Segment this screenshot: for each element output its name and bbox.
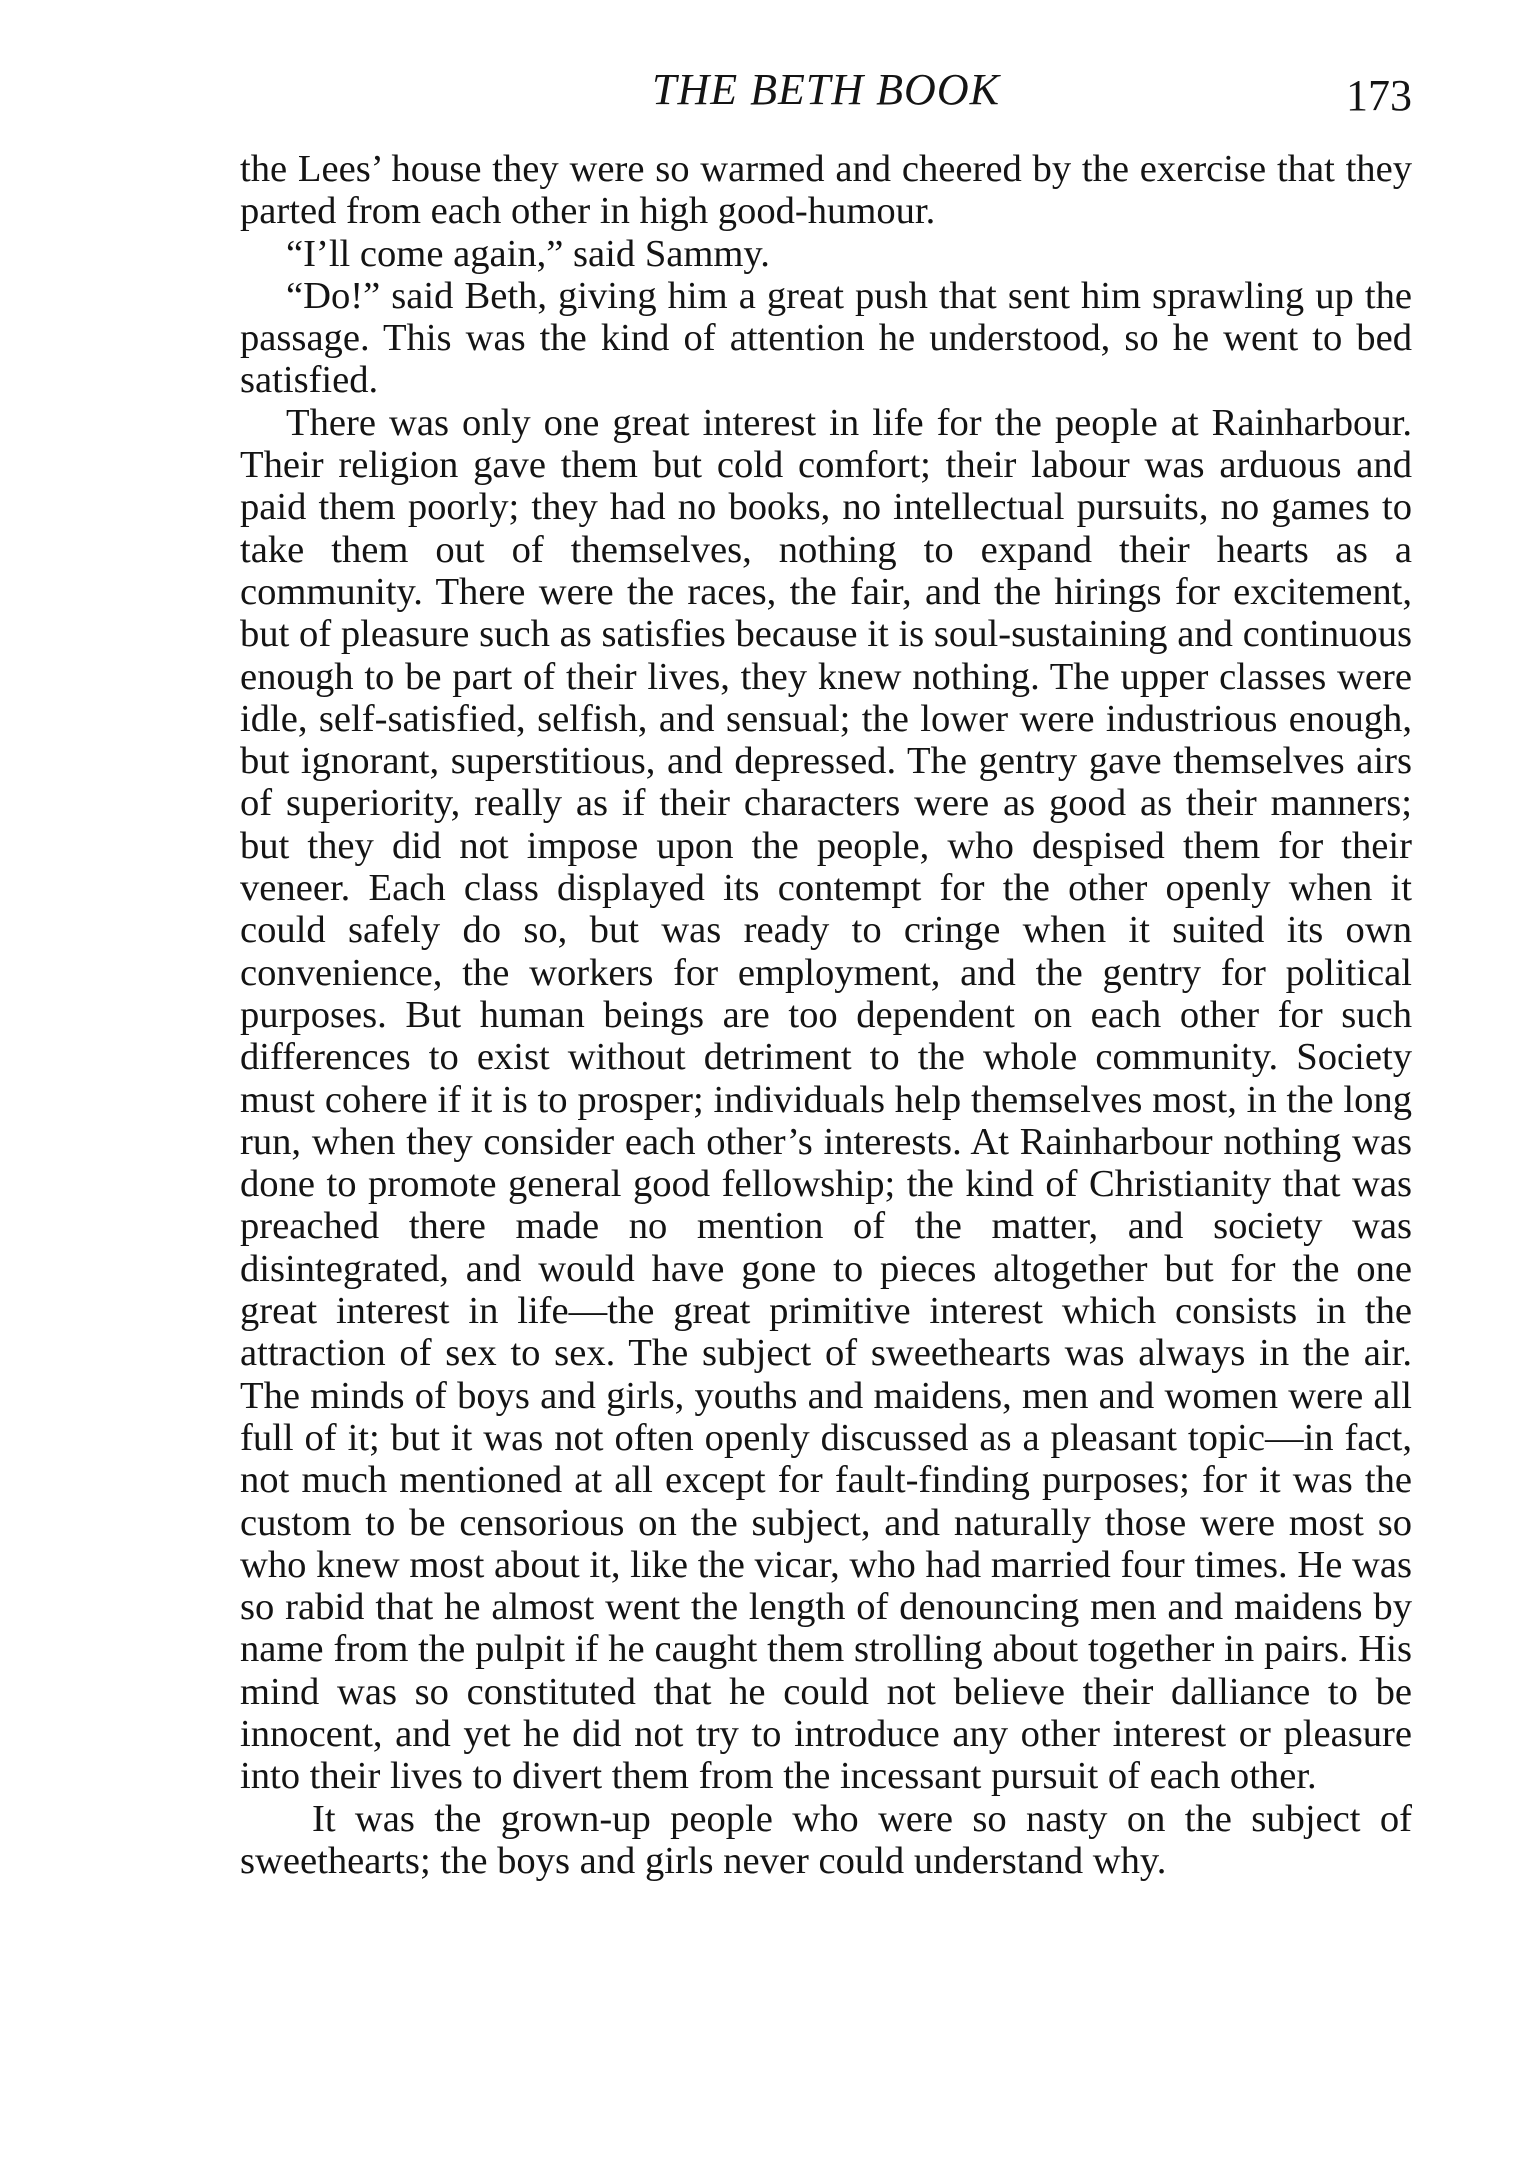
paragraph-sweethearts: It was the grown-up people who were so nasty on the subject of sweethearts; the boys and girls never could understand why. — [240, 1797, 1412, 1882]
page-number: 173 — [1346, 71, 1412, 120]
paragraph-rainharbour: There was only one great interest in life for the people at Rainharbour. Their religion gave them but cold comfort; their labour was arduous and paid them poorly; they had no books, no intellectual pursuits, no games to take them out of themselves, nothing to expand their hearts as a community. There were the races, the fair, and the hirings for excitement, but of pleasure such as satisfies because it is soul-sustaining and continuous enough to be part of their lives, they knew nothing. The upper classes were idle, self-satisfied, selfish, and sensual; the lower were industrious enough, but ignorant, superstitious, and depressed. The gentry gave themselves airs of superiority, really as if their characters were as good as their manners; but they did not impose upon the people, who despised them for their veneer. Each class displayed its contempt for the other openly when it could safely do so, but was ready to cringe when it suited its own convenience, the workers for employment, and the gentry for political purposes. But human beings are too dependent on each other for such differences to exist without detriment to the whole community. Society must cohere if it is to prosper; individuals help themselves most, in the long run, when they consider each other’s interests. At Rainharbour nothing was done to promote general good fellowship; the kind of Christianity that was preached there made no mention of the matter, and society was disintegrated, and would have gone to pieces altogether but for the one great interest in life—the great primitive interest which consists in the attraction of sex to sex. The subject of sweethearts was always in the air. The minds of boys and girls, youths and maidens, men and women were all full of it; but it was not often openly discussed as a pleasant topic—in fact, not much mentioned at all except for fault-finding purposes; for it was the custom to be censorious on the subject, and naturally those were most so who knew most about it, like the vicar, who had married four times. He was so rabid that he almost went the length of denouncing men and maidens by name from the pulpit if he caught them strolling about together in pairs. His mind was so constituted that he could not believe their dalliance to be innocent, and yet he did not try to introduce any other interest or pleasure into their lives to divert them from the incessant pursuit of each other. — [240, 401, 1412, 1798]
paragraph-dialogue-beth: “Do!” said Beth, giving him a great push that sent him sprawling up the passage. This was the kind of attention he understood, so he went to bed satisfied. — [240, 274, 1412, 402]
page-header — [240, 64, 1412, 124]
running-title: THE BETH BOOK — [652, 65, 1000, 114]
paragraph-dialogue-sammy: “I’ll come again,” said Sammy. — [286, 232, 770, 275]
body-text — [240, 148, 1412, 1882]
paragraph-continuation: the Lees’ house they were so warmed and cheered by the exercise that they parted from each other in high good-humour. — [240, 148, 1412, 233]
